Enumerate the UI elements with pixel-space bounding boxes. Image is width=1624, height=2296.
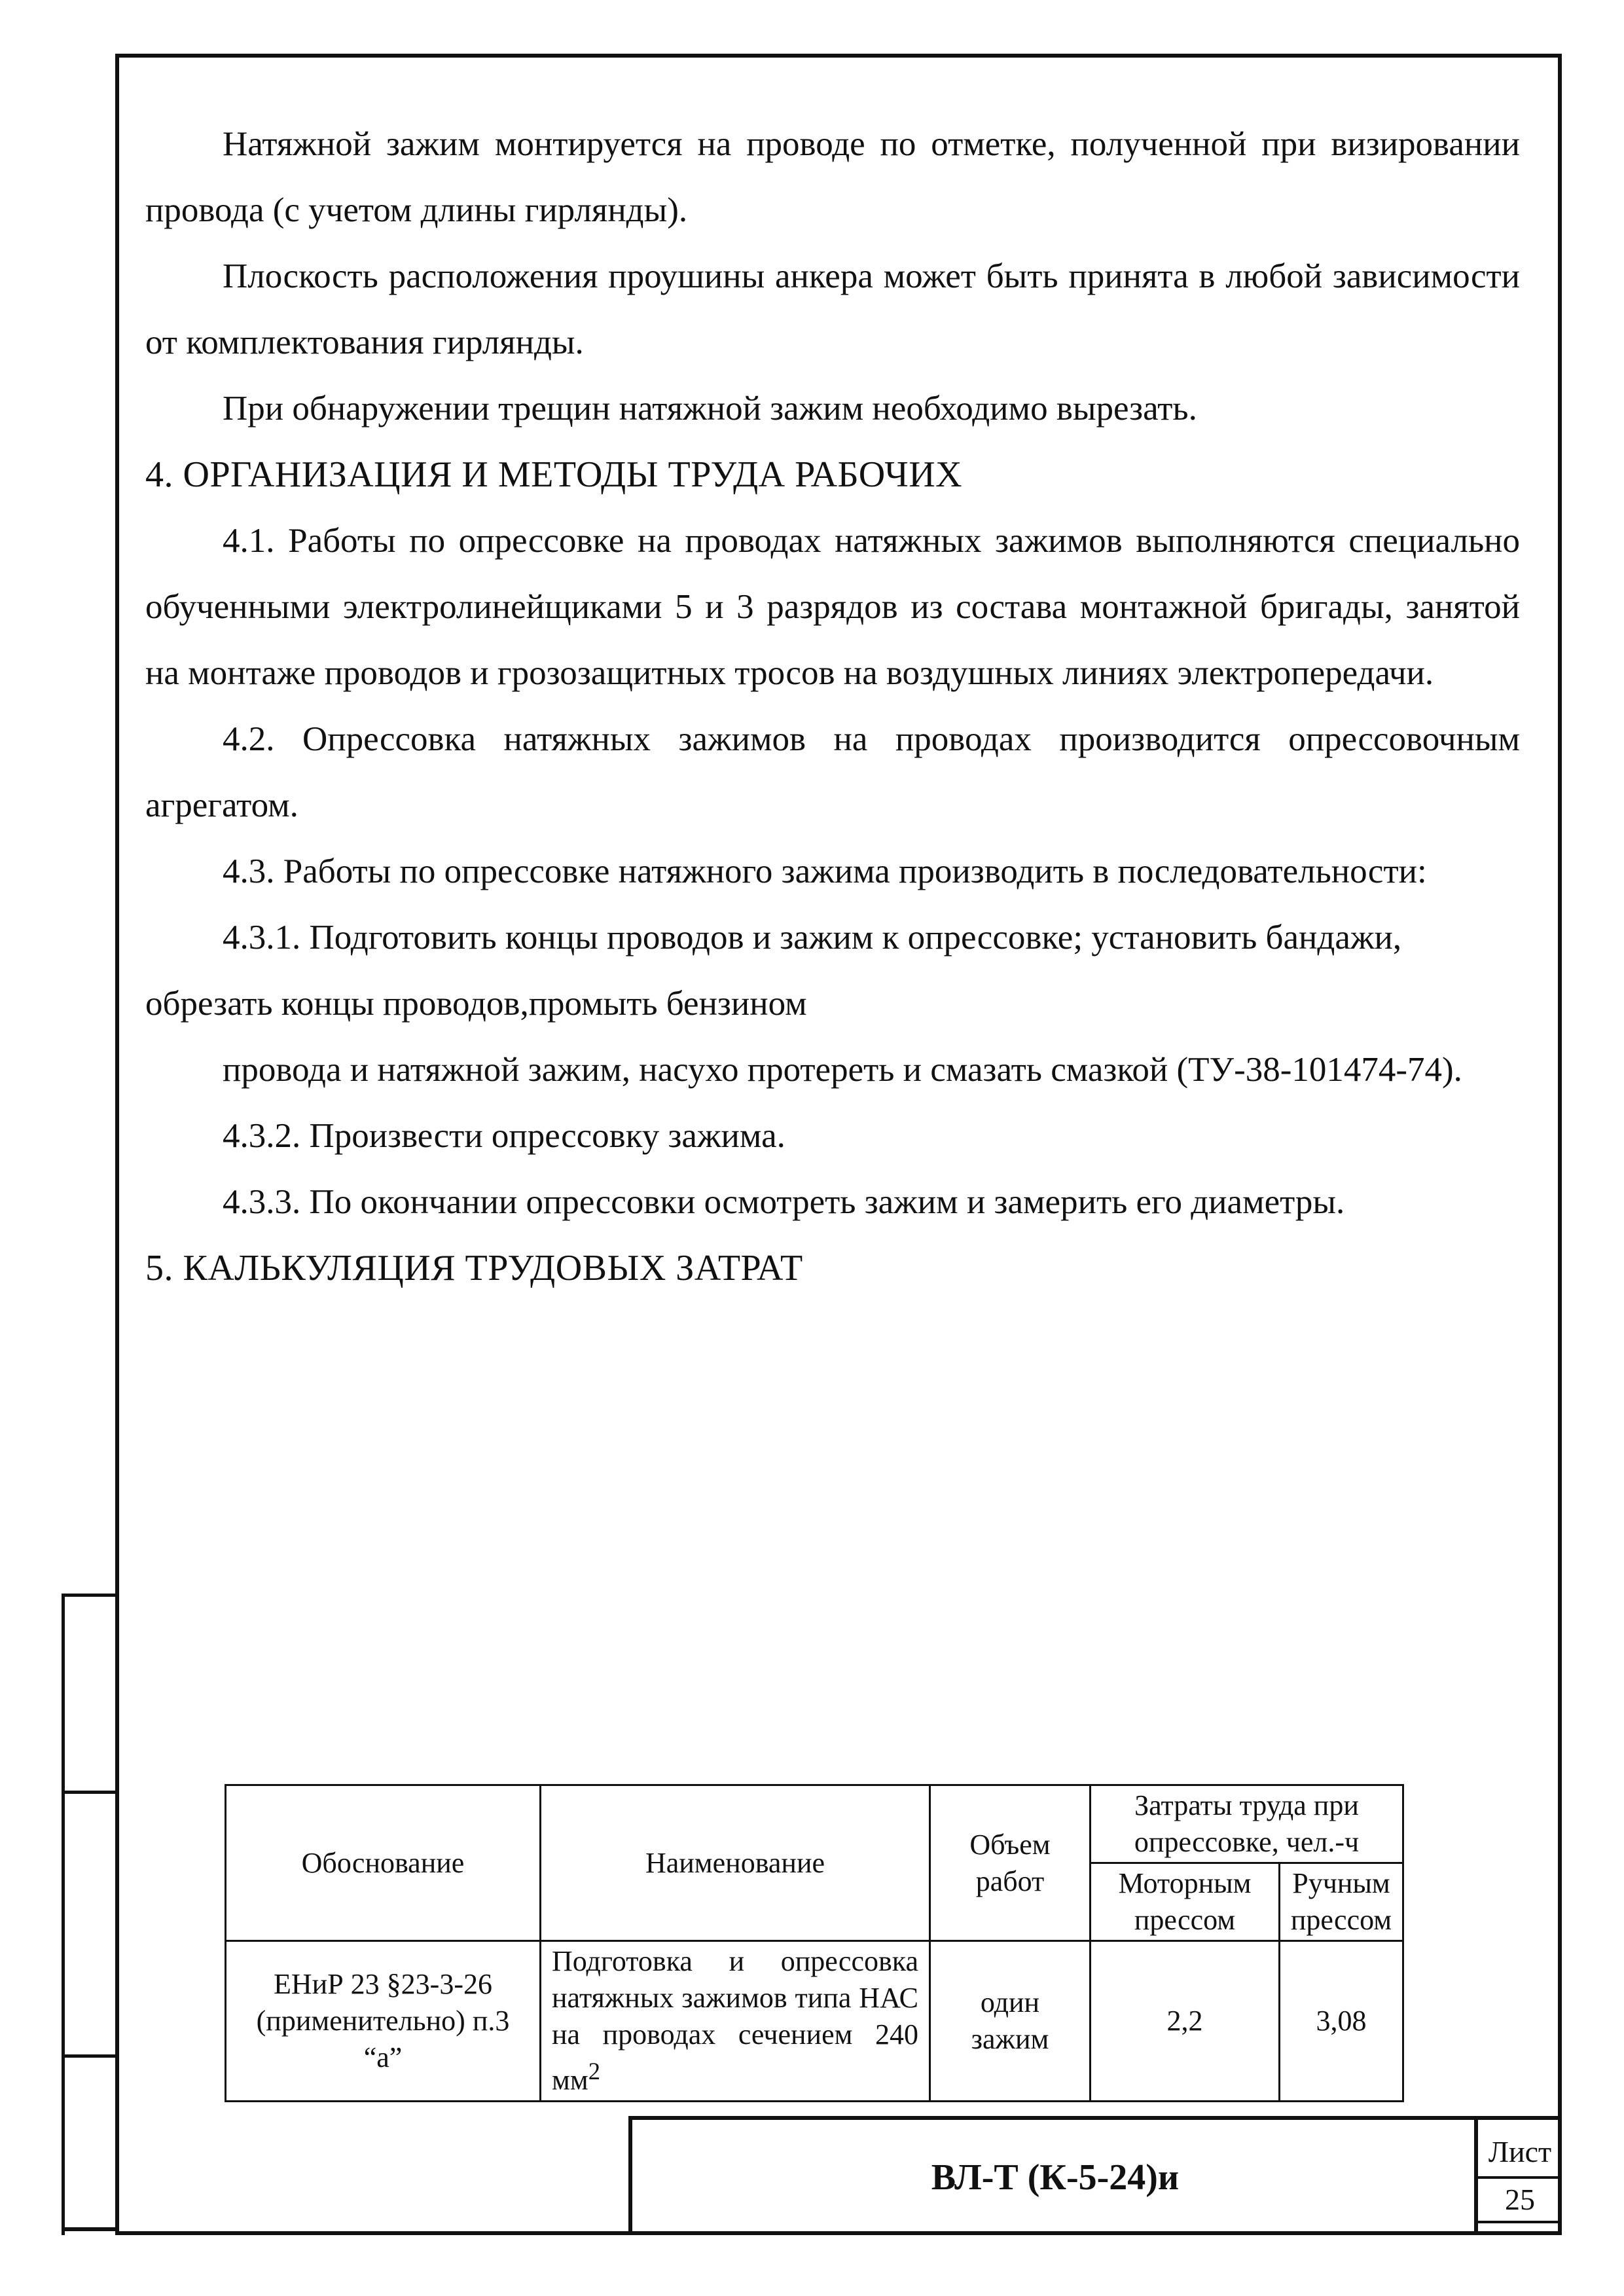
document-code: ВЛ-Т (К-5-24)и [931, 2157, 1180, 2198]
document-body [145, 111, 1520, 1302]
cell-basis: ЕНиР 23 §23-3-26 (применительно) п.3 “а” [226, 1941, 541, 2102]
paragraph: При обнаружении трещин натяжной зажим необходимо вырезать. [223, 390, 1197, 428]
header-labor: Затраты труда при опрессовке, чел.-ч [1091, 1785, 1403, 1863]
paragraph: Натяжной зажим монтируется на проводе по отметке, полученной при визировании провода (с учетом длины гирлянды). [145, 125, 1520, 229]
section-5-heading: 5. КАЛЬКУЛЯЦИЯ ТРУДОВЫХ ЗАТРАТ [145, 1248, 803, 1288]
section-4-heading: 4. ОРГАНИЗАЦИЯ И МЕТОДЫ ТРУДА РАБОЧИХ [145, 454, 963, 495]
paragraph-4-3-1: 4.3.1. Подготовить концы проводов и зажим к опрессовке; установить бандажи, обрезать концы проводов,промыть бензином [145, 919, 1402, 1023]
cell-volume: один зажим [930, 1941, 1091, 2102]
table-row [226, 1941, 1403, 2102]
header-motor-press: Моторным прессом [1091, 1863, 1280, 1941]
paragraph-4-3-2: 4.3.2. Произвести опрессовку зажима. [223, 1117, 785, 1155]
labor-cost-table [225, 1784, 1404, 2102]
margin-bottom-line [62, 2227, 119, 2231]
margin-tick [62, 1791, 115, 1794]
cell-name-text: Подготовка и опрессовка натяжных зажимов типа НАС на проводах сечением 240 мм [552, 1945, 918, 2096]
paragraph-4-3-1-cont: провода и натяжной зажим, насухо протереть и смазать смазкой (ТУ-38-101474-74). [223, 1051, 1462, 1089]
paragraph-4-2: 4.2. Опрессовка натяжных зажимов на проводах производится опрессовочным агрегатом. [145, 720, 1520, 824]
paragraph-4-3: 4.3. Работы по опрессовке натяжного зажима производить в последовательности: [223, 852, 1427, 890]
cell-name-sup: 2 [588, 2058, 601, 2085]
paragraph: Плоскость расположения проушины анкера может быть принята в любой зависимости от комплектования гирлянды. [145, 257, 1520, 361]
title-block [628, 2116, 1562, 2235]
sheet-number: 25 [1478, 2179, 1562, 2223]
margin-tick [62, 2054, 115, 2058]
sheet-label: Лист [1478, 2128, 1562, 2179]
paragraph-4-1: 4.1. Работы по опрессовке на проводах натяжных зажимов выполняются специально обученными электролинейщиками 5 и 3 разрядов из состава монтажной бригады, занятой на монтаже проводов и грозозащитных тросов на воздушных линиях электропередачи. [145, 522, 1520, 692]
header-manual-press: Ручным прессом [1280, 1863, 1403, 1941]
header-volume: Объем работ [930, 1785, 1091, 1941]
cell-name [541, 1941, 930, 2102]
paragraph-4-3-3: 4.3.3. По окончании опрессовки осмотреть зажим и замерить его диаметры. [223, 1183, 1345, 1221]
sheet-box [1474, 2120, 1562, 2235]
header-basis: Обоснование [226, 1785, 541, 1941]
cell-manual: 3,08 [1280, 1941, 1403, 2102]
cell-motor: 2,2 [1091, 1941, 1280, 2102]
margin-tick [62, 1594, 115, 1597]
header-name: Наименование [541, 1785, 930, 1941]
margin-vertical-line [62, 1594, 65, 2235]
